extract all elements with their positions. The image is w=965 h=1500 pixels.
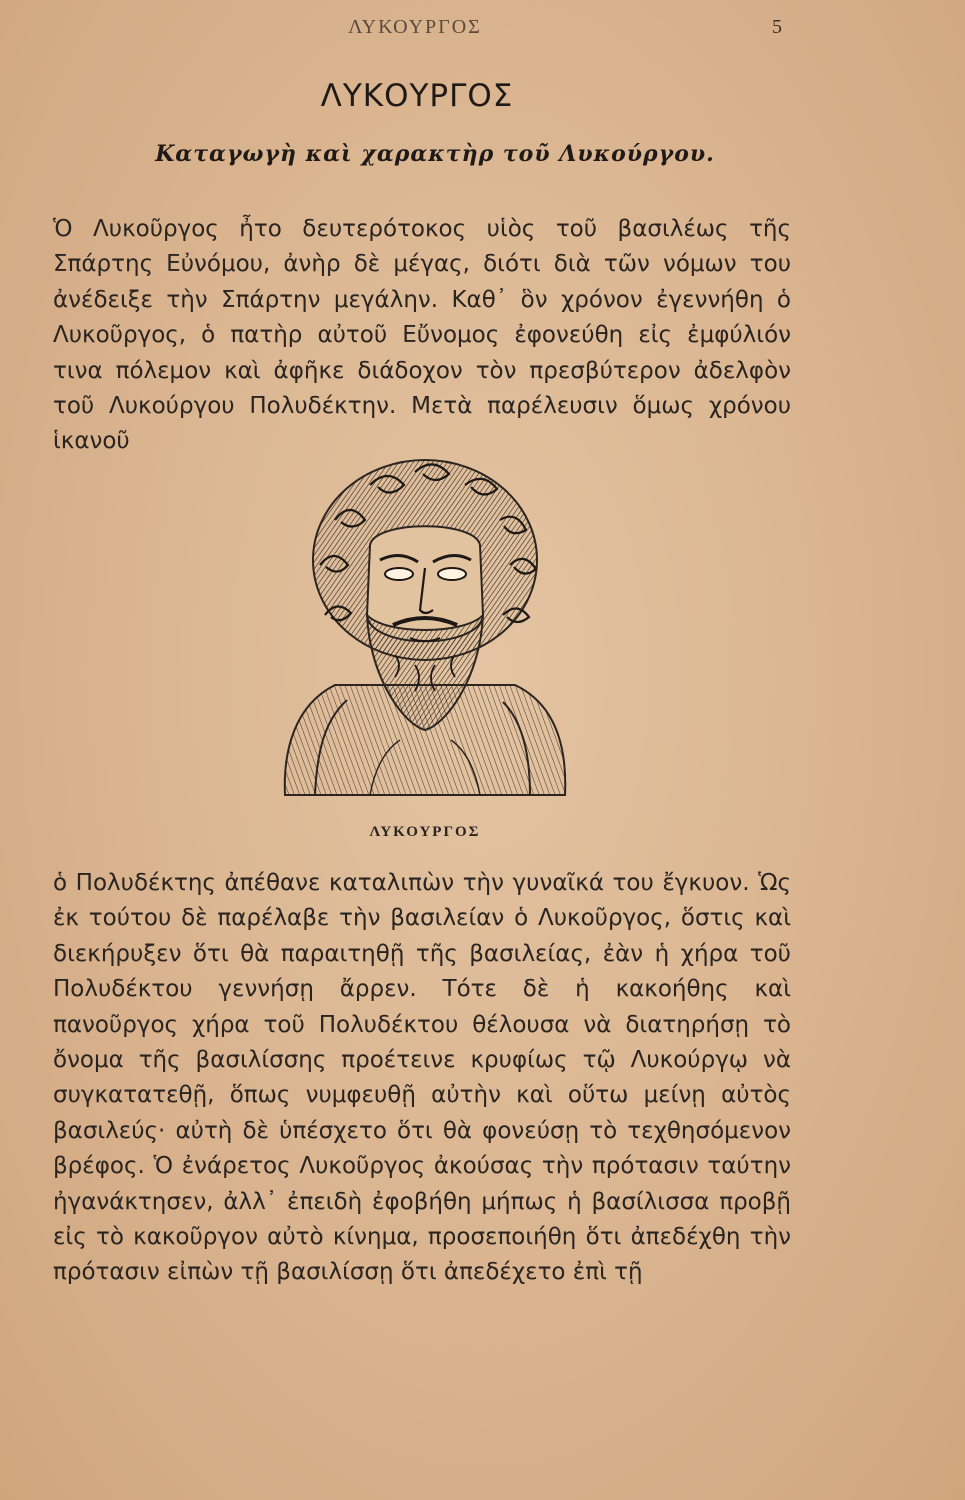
running-head-title: ΛΥΚΟΥΡΓΟΣ [348, 16, 482, 38]
page-number: 5 [772, 16, 782, 38]
paragraph-1: Ὁ Λυκοῦργος ἦτο δευτερότοκος υἱὸς τοῦ βασιλέως τῆς Σπάρτης Εὐνόμου, ἀνὴρ δὲ μέγας, διότι διὰ τῶν νόμων του ἀνέδειξε τὴν Σπάρτην μεγάλην. Καθ᾽ ὃν χρόνον ἐγεννήθη ὁ Λυκοῦργος, ὁ πατὴρ αὐτοῦ Εὔνομος ἐφονεύθη εἰς ἐμφύλιόν τινα πόλεμον καὶ ἀφῆκε διάδοχον τὸν πρεσβύτερον ἀδελφὸν τοῦ Λυκούργου Πολυδέκτην. Μετὰ παρέλευσιν ὅμως χρόνου ἱκανοῦ [53, 216, 791, 455]
section-heading: Καταγωγὴ καὶ χαρακτὴρ τοῦ Λυκούργου. [155, 141, 715, 167]
paragraph-2: ὁ Πολυδέκτης ἀπέθανε καταλιπὼν τὴν γυναῖκά του ἔγκυον. Ὡς ἐκ τούτου δὲ παρέλαβε τὴν βασιλείαν ὁ Λυκοῦργος, ὅστις καὶ διεκήρυξεν ὅτι θὰ παραιτηθῇ τῆς βασιλείας, ἐὰν ἡ χήρα τοῦ Πολυδέκτου γεννήσῃ ἄρρεν. Τότε δὲ ἡ κακοήθης καὶ πανοῦργος χήρα τοῦ Πολυδέκτου θέλουσα νὰ διατηρήσῃ τὸ ὄνομα τῆς βασιλίσσης προέτεινε κρυφίως τῷ Λυκούργῳ νὰ συγκατατεθῇ, ὅπως νυμφευθῇ αὐτὴν καὶ οὕτω μείνῃ αὐτὸς βασιλεύς· αὐτὴ δὲ ὑπέσχετο ὅτι θὰ φονεύσῃ τὸ τεχθησόμενον βρέφος. Ὁ ἐνάρετος Λυκοῦργος ἀκούσας τὴν πρότασιν ταύτην ἠγανάκτησεν, ἀλλ᾽ ἐπειδὴ ἐφοβήθη μήπως ἡ βασίλισσα προβῇ εἰς τὸ κακοῦργον αὐτὸ κίνημα, προσεποιήθη ὅτι ἀπεδέχθη τὴν πρότασιν εἰπὼν τῇ βασιλίσσῃ ὅτι ἀπεδέχετο ἐπὶ τῇ [53, 870, 791, 1286]
chapter-title: ΛΥΚΟΥΡΓΟΣ [320, 78, 514, 114]
running-head [0, 16, 965, 44]
bust-figure [275, 450, 575, 810]
bust-engraving-icon [275, 450, 575, 810]
figure-caption: ΛΥΚΟΥΡΓΟΣ [369, 824, 481, 840]
